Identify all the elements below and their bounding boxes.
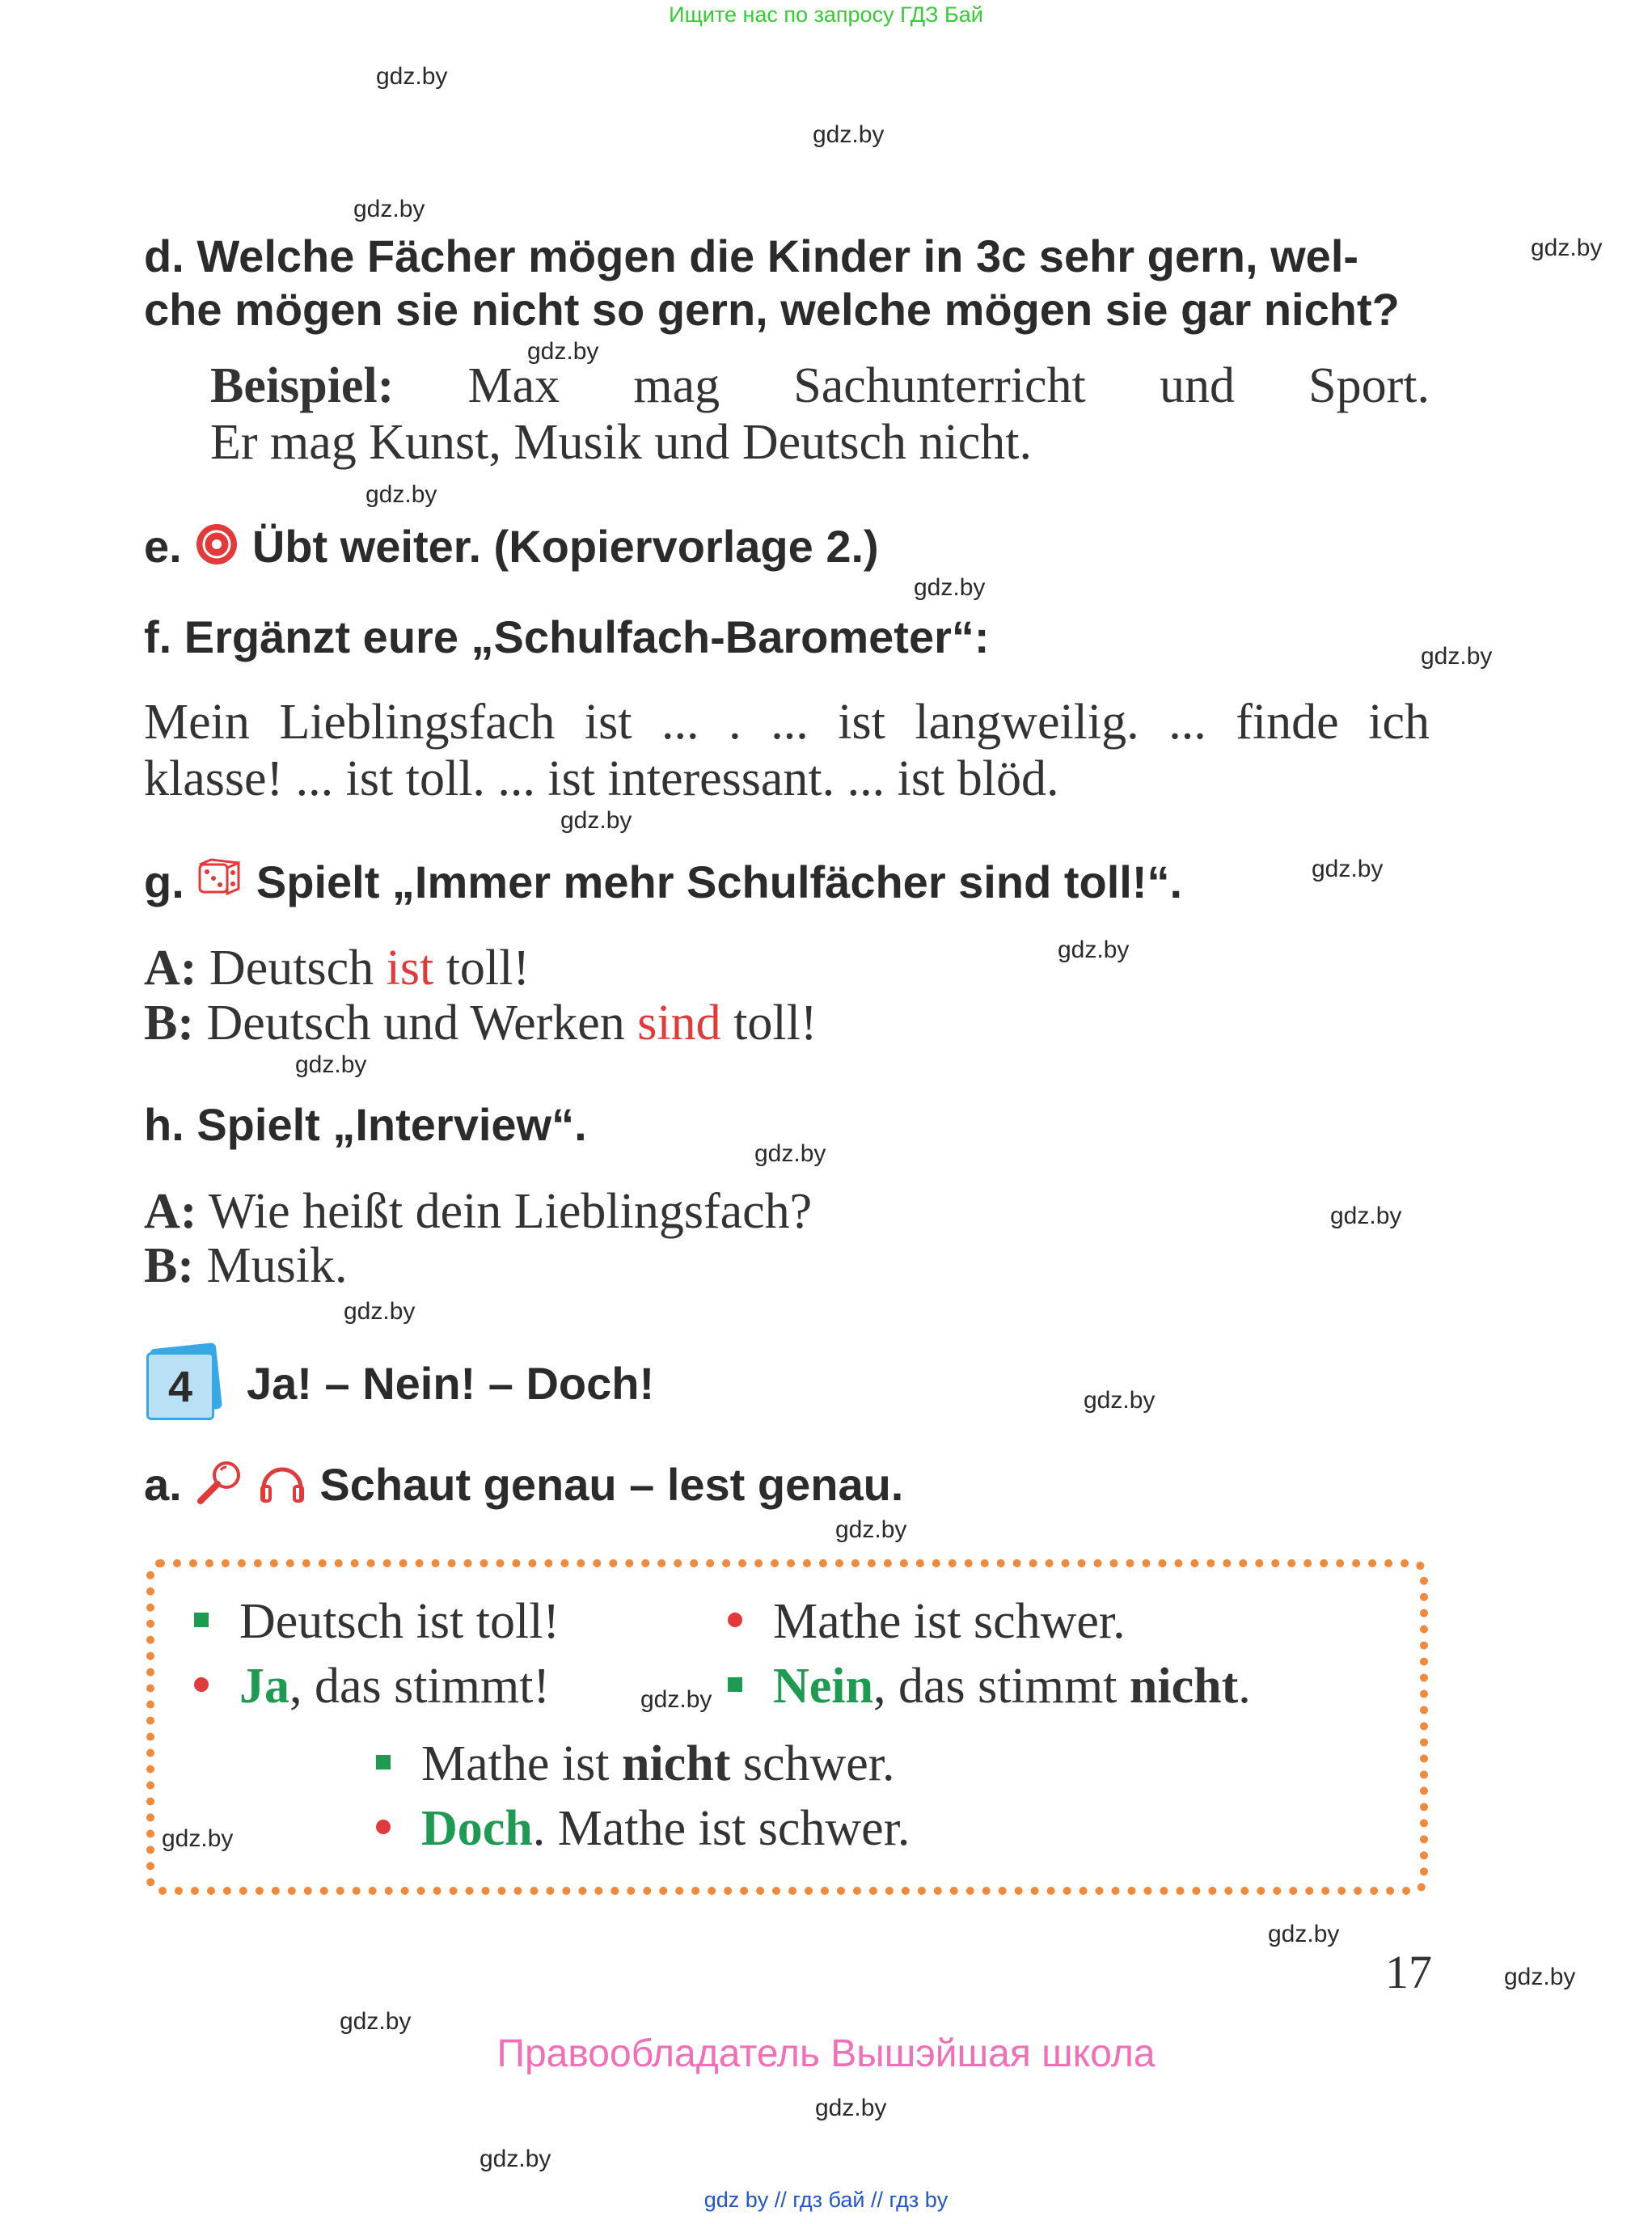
watermark: gdz.by xyxy=(527,338,599,365)
task-d-heading-line1: d. Welche Fächer mögen die Kinder in 3c sehr gern, wel- xyxy=(144,230,1359,281)
box-text: Deutsch ist toll! xyxy=(239,1594,560,1649)
dialogue-text: Deutsch und Werken xyxy=(206,996,625,1051)
watermark: gdz.by xyxy=(344,1298,416,1325)
speaker-b: B: xyxy=(144,996,194,1051)
watermark: gdz.by xyxy=(1504,1964,1576,1990)
answer-word: Doch xyxy=(421,1801,533,1856)
box-row4 xyxy=(376,1800,910,1858)
page-number: 17 xyxy=(1385,1946,1432,1998)
task-a-letter: a. xyxy=(144,1459,182,1510)
headphones-icon xyxy=(257,1459,307,1517)
box-row2-col1 xyxy=(194,1658,550,1715)
task-h-heading: h. Spielt „Interview“. xyxy=(144,1099,587,1150)
watermark: gdz.by xyxy=(914,574,986,601)
task-f-line2: klasse! ... ist toll. ... ist interessant. ... ist blöd. xyxy=(144,751,1059,806)
task-d-heading-line2: che mögen sie nicht so gern, welche mögen sie gar nicht? xyxy=(144,284,1400,335)
speaker-b: B: xyxy=(144,1238,194,1293)
watermark: gdz.by xyxy=(1531,235,1603,261)
red-dot-bullet xyxy=(194,1677,209,1692)
watermark: gdz.by xyxy=(813,121,885,148)
box-text: Mathe ist xyxy=(421,1736,622,1791)
watermark: gdz.by xyxy=(1084,1387,1156,1414)
magnifier-icon xyxy=(194,1459,244,1517)
green-square-bullet xyxy=(728,1677,742,1692)
task-g-letter: g. xyxy=(144,856,184,907)
highlight-verb: sind xyxy=(637,996,721,1051)
example-line2: Er mag Kunst, Musik und Deutsch nicht. xyxy=(210,415,1033,470)
task-f-line1: Mein Lieblingsfach ist ... . ... ist langweilig. ... finde ich xyxy=(144,695,1430,750)
watermark: gdz.by xyxy=(1421,643,1493,670)
task-g xyxy=(144,856,1182,915)
dialogue-text: toll! xyxy=(733,996,818,1051)
top-banner[interactable]: Ищите нас по запросу ГДЗ Бай xyxy=(669,2,983,27)
task-number-badge xyxy=(146,1351,221,1420)
watermark: gdz.by xyxy=(365,481,437,508)
task-f-heading: f. Ergänzt eure „Schulfach-Barometer“: xyxy=(144,611,990,662)
negation-word: nicht xyxy=(1129,1659,1239,1714)
watermark: gdz.by xyxy=(1330,1203,1402,1229)
cd-icon xyxy=(194,522,239,578)
watermark: gdz.by xyxy=(835,1516,907,1543)
footer-links[interactable]: gdz by // гдз бай // гдз by xyxy=(703,2188,949,2212)
speaker-a: A: xyxy=(144,1184,197,1239)
answer-word: Ja xyxy=(239,1659,289,1714)
task-a xyxy=(144,1458,903,1517)
box-text: . Mathe ist schwer. xyxy=(532,1801,911,1856)
task-4-title: Ja! – Nein! – Doch! xyxy=(247,1358,655,1409)
speaker-a: A: xyxy=(144,941,197,996)
highlight-verb: ist xyxy=(386,941,434,996)
rights-holder: Правообладатель Вышэйшая школа xyxy=(496,2032,1156,2075)
watermark: gdz.by xyxy=(480,2146,551,2172)
watermark: gdz.by xyxy=(1058,937,1130,963)
task-g-text: Spielt „Immer mehr Schulfächer sind toll!“. xyxy=(256,856,1183,907)
box-text: , das stimmt! xyxy=(289,1659,551,1714)
dialogue-g-b xyxy=(144,995,817,1052)
box-text: schwer. xyxy=(730,1736,895,1791)
box-text: . xyxy=(1238,1659,1251,1714)
watermark: gdz.by xyxy=(353,196,425,222)
box-row2-col2 xyxy=(728,1658,1251,1715)
task-e-letter: e. xyxy=(144,521,182,572)
task-number: 4 xyxy=(146,1352,214,1420)
watermark: gdz.by xyxy=(560,807,632,834)
example-line1 xyxy=(210,357,1430,415)
box-row3 xyxy=(376,1736,895,1793)
dialogue-h-a xyxy=(144,1183,812,1241)
watermark: gdz.by xyxy=(1312,856,1384,882)
watermark: gdz.by xyxy=(376,63,448,90)
example-text1: Max mag Sachunterricht und Sport. xyxy=(467,358,1430,413)
dialogue-text: Wie heißt dein Lieblingsfach? xyxy=(208,1184,813,1239)
watermark: gdz.by xyxy=(162,1825,234,1852)
box-text: , das stimmt xyxy=(873,1659,1130,1714)
red-dot-bullet xyxy=(376,1820,391,1834)
box-row1-col2 xyxy=(728,1593,1126,1651)
dialogue-g-a xyxy=(144,940,530,997)
watermark: gdz.by xyxy=(295,1051,367,1078)
watermark: gdz.by xyxy=(1268,1921,1340,1947)
negation-word: nicht xyxy=(621,1736,731,1791)
dialogue-text: toll! xyxy=(446,941,530,996)
green-square-bullet xyxy=(376,1755,391,1769)
dialogue-text: Deutsch xyxy=(209,941,374,996)
task-e xyxy=(144,520,879,578)
box-row1-col1 xyxy=(194,1593,560,1651)
watermark: gdz.by xyxy=(340,2008,412,2035)
example-label: Beispiel: xyxy=(210,358,395,413)
green-square-bullet xyxy=(194,1613,209,1627)
dice-icon xyxy=(196,856,243,915)
watermark: gdz.by xyxy=(640,1686,712,1713)
task-a-text: Schaut genau – lest genau. xyxy=(319,1459,904,1510)
red-dot-bullet xyxy=(728,1613,742,1627)
answer-word: Nein xyxy=(773,1659,873,1714)
watermark: gdz.by xyxy=(815,2095,887,2121)
dialogue-text: Musik. xyxy=(206,1238,348,1293)
watermark: gdz.by xyxy=(754,1140,826,1167)
task-e-text: Übt weiter. (Kopiervorlage 2.) xyxy=(251,521,879,572)
dialogue-h-b xyxy=(144,1237,347,1295)
box-text: Mathe ist schwer. xyxy=(773,1594,1126,1649)
